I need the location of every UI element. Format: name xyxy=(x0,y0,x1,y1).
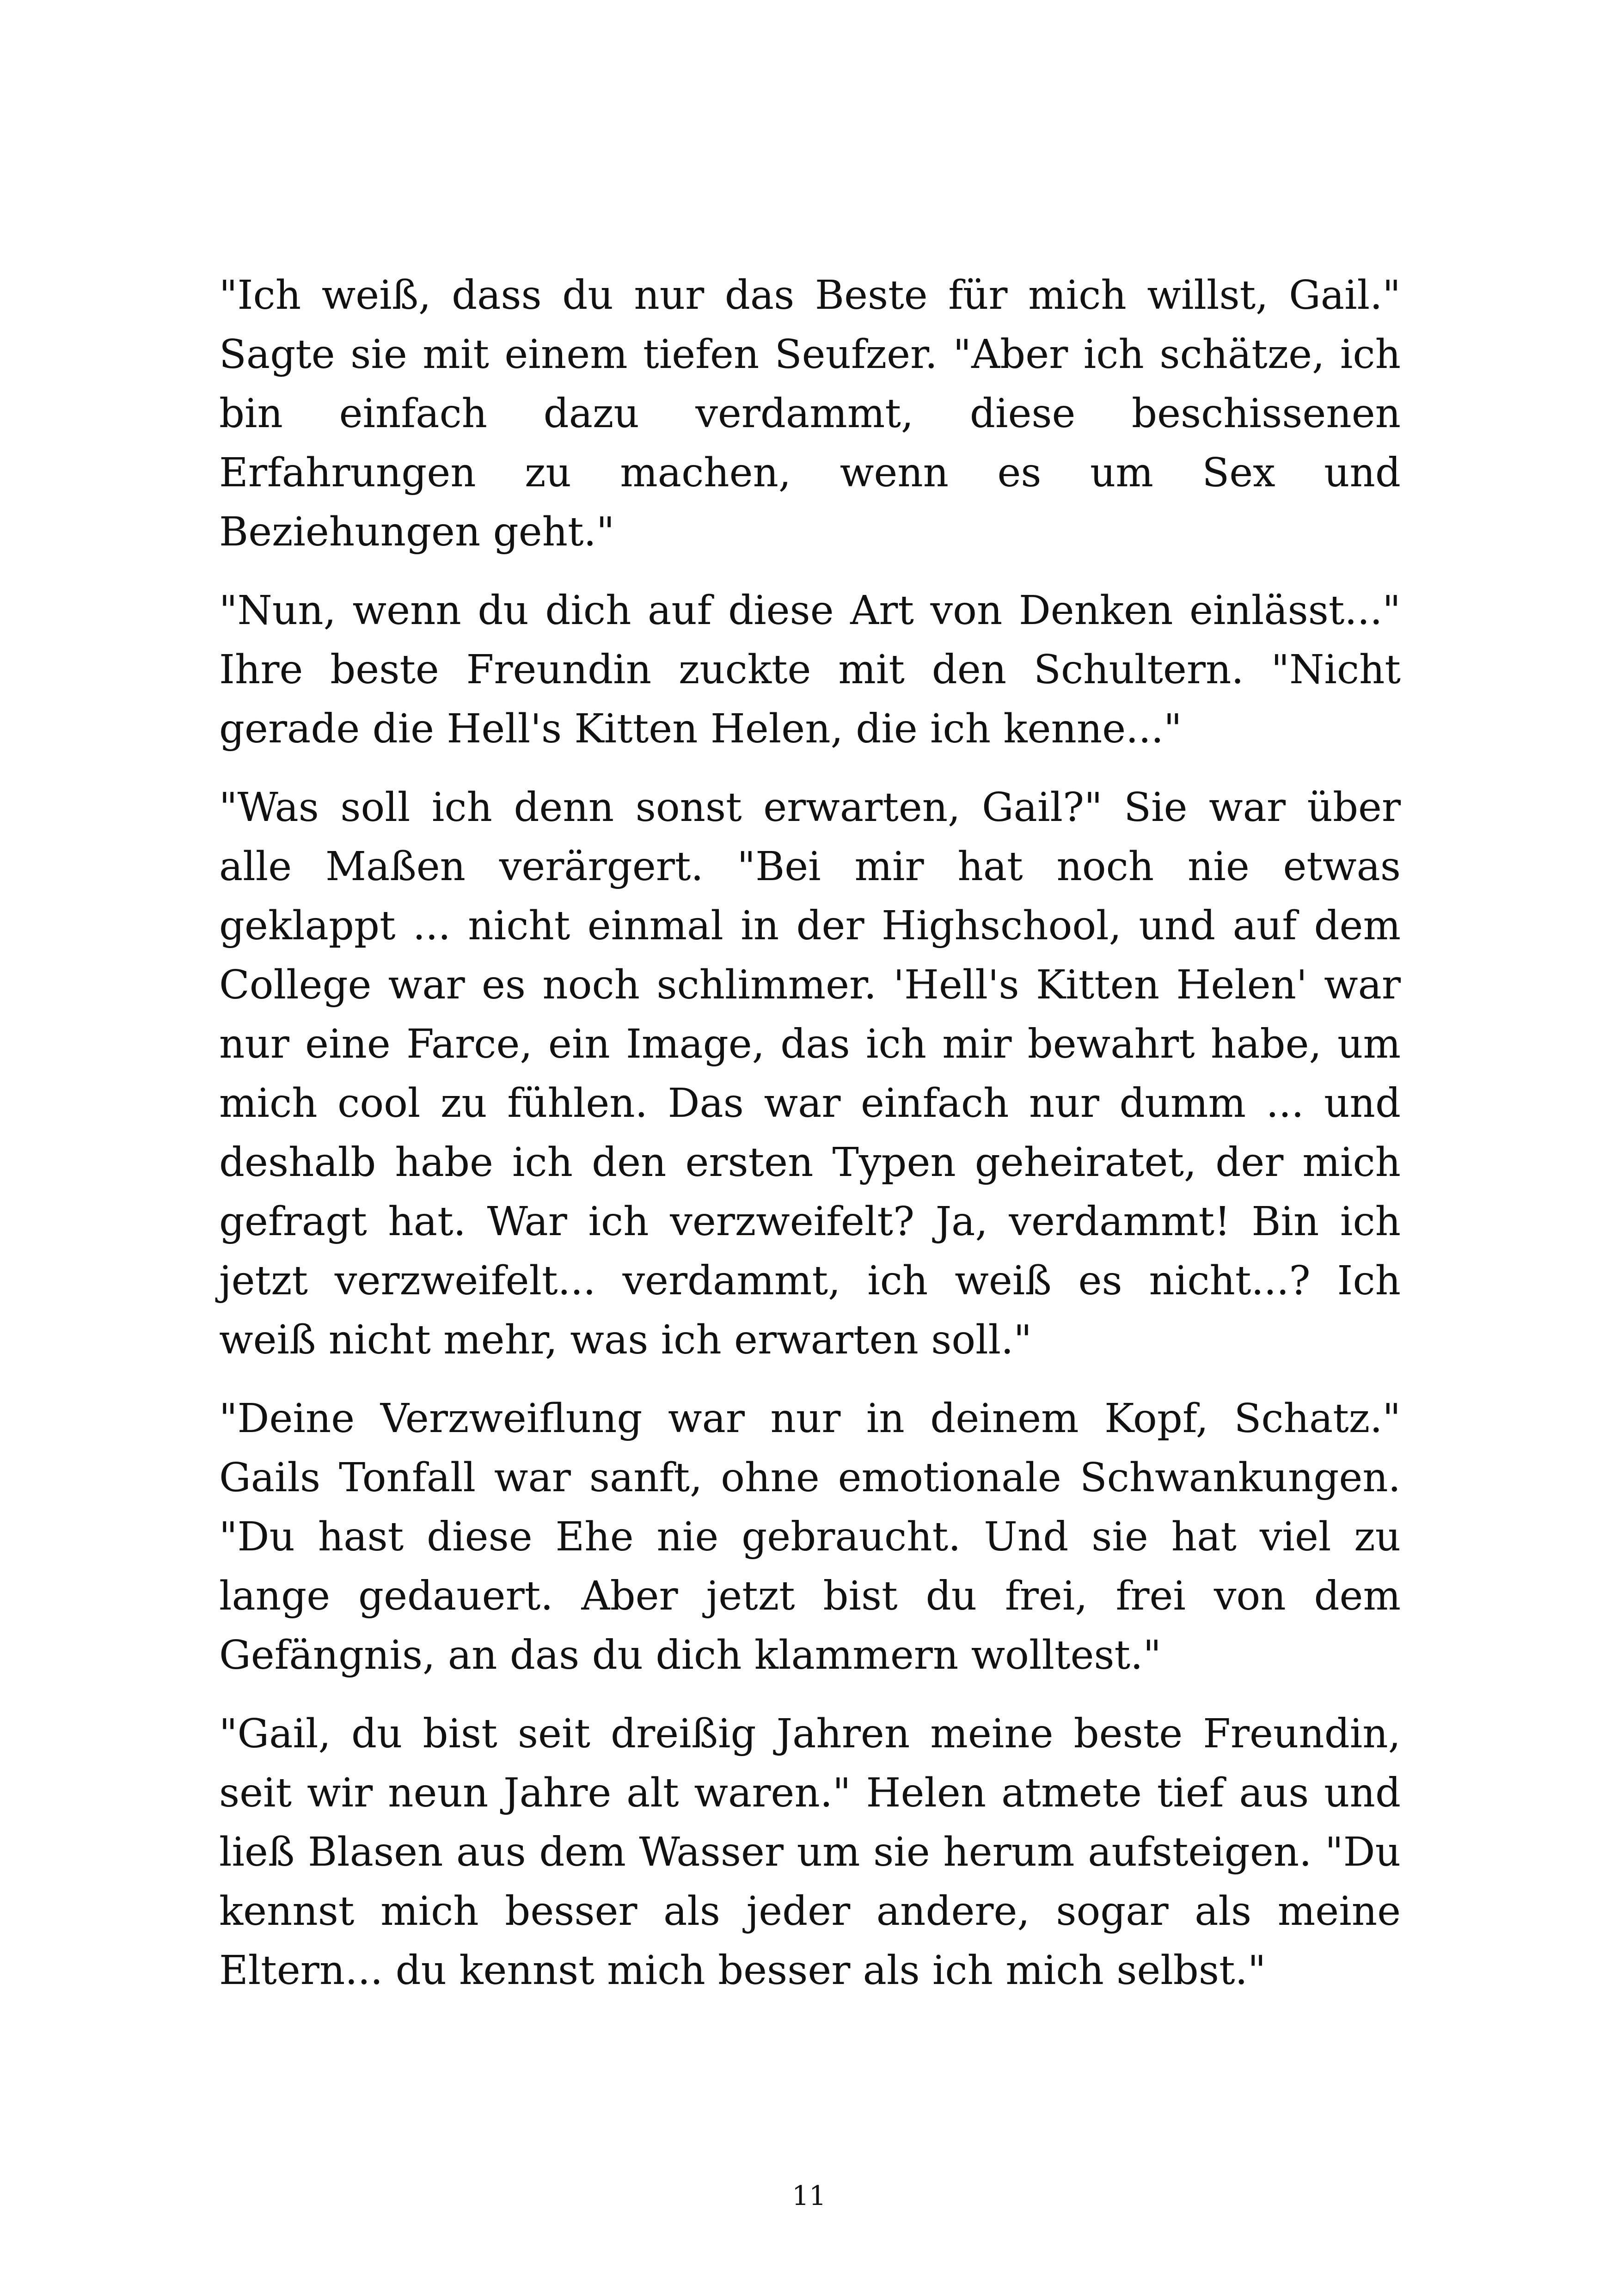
body-text xyxy=(219,266,1401,2020)
paragraph: "Nun, wenn du dich auf diese Art von Denken einlässt..." Ihre beste Freundin zuckte mit den Schultern. "Nicht gerade die Hell's Kitten Helen, die ich kenne..." xyxy=(219,588,1401,752)
paragraph: "Was soll ich denn sonst erwarten, Gail?" Sie war über alle Maßen verärgert. "Bei mir hat noch nie etwas geklappt ... nicht einmal in der Highschool, und auf dem College war es noch schlimmer. 'Hell's Kitten Helen' war nur eine Farce, ein Image, das ich mir bewahrt habe, um mich cool zu fühlen. Das war einfach nur dumm ... und deshalb habe ich den ersten Typen geheiratet, der mich gefragt hat. War ich verzweifelt? Ja, verdammt! Bin ich jetzt verzweifelt... verdammt, ich weiß es nicht...? Ich weiß nicht mehr, was ich erwarten soll." xyxy=(219,784,1401,1363)
paragraph: "Ich weiß, dass du nur das Beste für mich willst, Gail." Sagte sie mit einem tiefen Seufzer. "Aber ich schätze, ich bin einfach dazu verdammt, diese beschissenen Erfahrungen zu machen, wenn es um Sex und Beziehungen geht." xyxy=(219,272,1401,555)
paragraph: "Deine Verzweiflung war nur in deinem Kopf, Schatz." Gails Tonfall war sanft, ohne emotionale Schwankungen. "Du hast diese Ehe nie gebraucht. Und sie hat viel zu lange gedauert. Aber jetzt bist du frei, frei von dem Gefängnis, an das du dich klammern wolltest." xyxy=(219,1396,1401,1678)
page-number: 11 xyxy=(792,2180,826,2211)
paragraph: "Gail, du bist seit dreißig Jahren meine beste Freundin, seit wir neun Jahre alt waren." Helen atmete tief aus und ließ Blasen aus dem Wasser um sie herum aufsteigen. "Du kennst mich besser als jeder andere, sogar als meine Eltern... du kennst mich besser als ich mich selbst." xyxy=(219,1711,1401,1994)
